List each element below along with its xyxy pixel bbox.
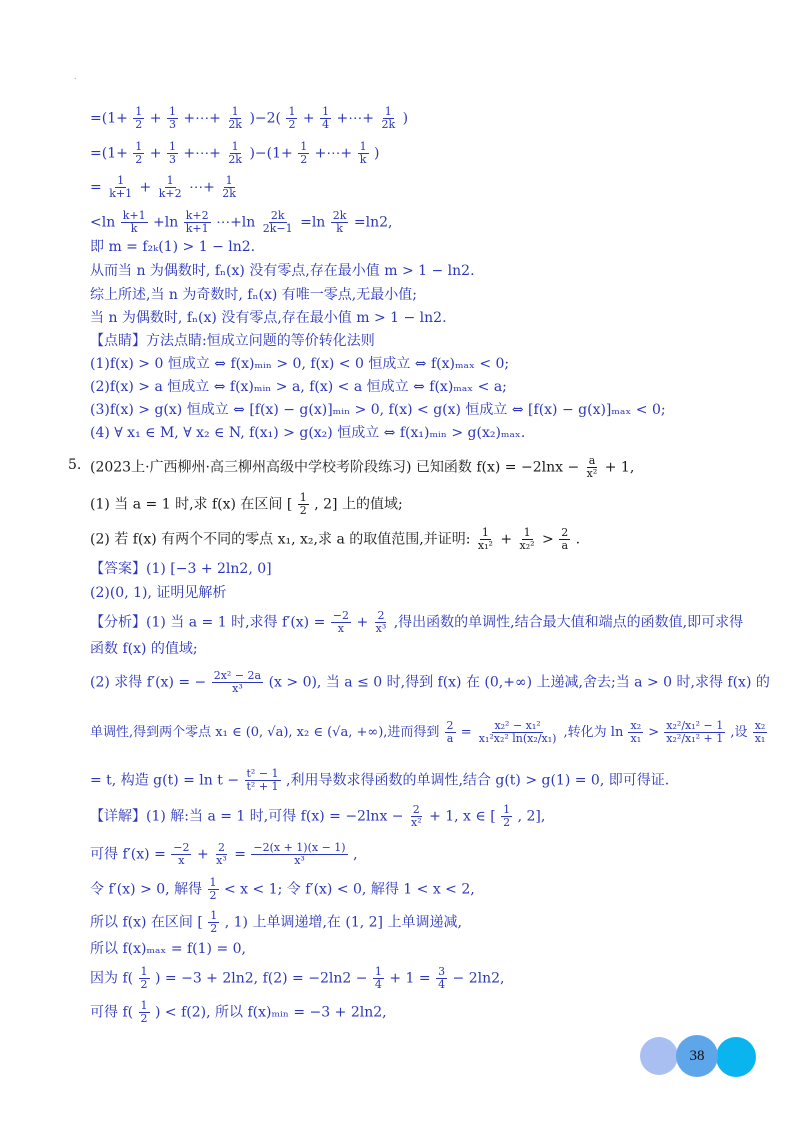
- text: (1) 当 a = 1 时,求 f(x) 在区间 [: [90, 496, 293, 513]
- rule-4: (4) ∀ x₁ ∈ M, ∀ x₂ ∈ N, f(x₁) > g(x₂) 恒成立 ⇔ f(x₁)ₘᵢₙ > g(x₂)ₘₐₓ.: [90, 425, 526, 441]
- fraction: $\frac{1}{2}$: [140, 965, 148, 991]
- detail-line-7: [90, 1000, 387, 1025]
- text: +: [149, 145, 162, 162]
- header-mark: .: [74, 72, 77, 81]
- rule-1: (1)f(x) > 0 恒成立 ⇔ f(x)ₘᵢₙ > 0, f(x) < 0 恒成立 ⇔ f(x)ₘₐₓ < 0;: [90, 356, 510, 372]
- text: >: [542, 531, 554, 548]
- fraction: $\frac{1}{2}$: [140, 999, 148, 1025]
- fraction: $\frac{\text{x₂² − x₁²}}{\text{x₁²x₂² ln(x₂/x₁)}}$: [478, 719, 557, 745]
- text: +: [196, 846, 209, 863]
- text: 令 f′(x) > 0, 解得: [90, 881, 203, 898]
- detail-line-6: [90, 966, 504, 991]
- derivation-line-3: [90, 175, 239, 200]
- fraction: $\frac{1}{2k}$: [228, 140, 242, 166]
- text: (x > 0), 当 a ≤ 0 时,得到 f(x) 在 (0,+∞) 上递减,舍去;当 a > 0 时,求得 f(x) 的: [268, 674, 770, 691]
- question-stem: [90, 455, 634, 480]
- text: =(1+: [90, 145, 128, 162]
- fraction: $\frac{a}{\text{x²}}$: [586, 454, 598, 480]
- analysis-line-3: [90, 670, 770, 695]
- text: >: [648, 725, 660, 740]
- text: ) = −3 + 2ln2, f(2) = −2ln2 −: [155, 970, 368, 987]
- fraction: $\frac{1}{2}$: [210, 909, 218, 935]
- fraction: $\frac{1}{3}$: [168, 140, 176, 166]
- text: , 2] 上的值域;: [314, 496, 403, 513]
- text: 单调性,得到两个零点 x₁ ∈ (0, √a), x₂ ∈ (√a, +∞),进而得到: [90, 725, 440, 740]
- text: =(1+: [90, 110, 128, 127]
- text: 因为 f(: [90, 970, 134, 987]
- text: =ln: [300, 214, 326, 231]
- badge-circle-right: [716, 1037, 756, 1077]
- text: +: [302, 110, 315, 127]
- text: +: [356, 614, 369, 631]
- fraction: $\frac{-2}{x}$: [173, 841, 190, 867]
- answer-1: 【答案】(1) [−3 + 2ln2, 0]: [90, 561, 272, 577]
- text: +: [500, 531, 513, 548]
- text: + 1, x ∈ [: [429, 808, 496, 825]
- text-line-6: 从而当 n 为偶数时, fₙ(x) 没有零点,存在最小值 m > 1 − ln2.: [90, 263, 475, 279]
- fraction: $\frac{k+2}{k+1}$: [185, 209, 209, 235]
- fraction: $\frac{2}{\text{x³}}$: [216, 841, 227, 867]
- fraction: $\frac{1}{2}$: [135, 105, 143, 131]
- detail-line-2: [90, 842, 358, 867]
- fraction: $\frac{1}{4}$: [374, 965, 382, 991]
- text: (2) 若 f(x) 有两个不同的零点 x₁, x₂,求 a 的取值范围,并证明:: [90, 531, 471, 548]
- text: (2) 求得 f′(x) = −: [90, 674, 207, 691]
- text: − 2ln2,: [452, 970, 505, 987]
- text: =: [234, 846, 246, 863]
- text: ,: [353, 846, 358, 863]
- text: , 1) 上单调递增,在 (1, 2] 上单调递减,: [224, 914, 462, 931]
- text: =: [90, 179, 102, 196]
- text: )−(1+: [249, 145, 293, 162]
- fraction: $\frac{1}{4}$: [322, 105, 330, 131]
- text-line-5: 即 m = f₂ₖ(1) > 1 − ln2.: [90, 239, 256, 255]
- text: =ln2,: [353, 214, 393, 231]
- analysis-line-4: [90, 720, 768, 745]
- answer-2: (2)(0, 1), 证明见解析: [90, 585, 227, 601]
- text: + 1,: [604, 459, 635, 476]
- rule-2: (2)f(x) > a 恒成立 ⇔ f(x)ₘᵢₙ > a, f(x) < a 恒成立 ⇔ f(x)ₘₐₓ < a;: [90, 379, 507, 395]
- fraction: $\frac{2}{a}$: [446, 719, 454, 745]
- text: 所以 f(x) 在区间 [: [90, 914, 203, 931]
- tip-heading: 【点睛】方法点睛:恒成立问题的等价转化法则: [90, 333, 375, 349]
- text: ,利用导数求得函数的单调性,结合 g(t) > g(1) = 0, 即可得证.: [286, 772, 670, 789]
- fraction: $\frac{1}{2}$: [135, 140, 143, 166]
- text: ): [402, 110, 409, 127]
- analysis-line-1: [90, 610, 743, 635]
- fraction: $\frac{\text{x₂}}{\text{x₁}}$: [754, 719, 766, 745]
- analysis-line-5: [90, 768, 669, 793]
- text: , 2],: [517, 808, 546, 825]
- question-number: 5.: [68, 457, 82, 473]
- text: +⋯+: [183, 145, 221, 162]
- text: +: [139, 179, 152, 196]
- text: (2023上·广西柳州·高三柳州高级中学校考阶段练习) 已知函数 f(x) = −2lnx −: [90, 459, 580, 476]
- text: 【详解】(1) 解:当 a = 1 时,可得 f(x) = −2lnx −: [90, 808, 404, 825]
- derivation-line-2: [90, 141, 379, 166]
- text-line-8: 当 n 为偶数时, fₙ(x) 没有零点,存在最小值 m > 1 − ln2.: [90, 310, 447, 326]
- detail-line-3: [90, 877, 475, 902]
- text: 【分析】(1) 当 a = 1 时,求得 f′(x) =: [90, 614, 326, 631]
- fraction: $\frac{\text{x₂²/x₁² − 1}}{\text{x₂²/x₁² + 1}}$: [666, 719, 724, 745]
- fraction: $\frac{2k}{2k-1}$: [262, 209, 293, 235]
- derivation-line-1: [90, 106, 408, 131]
- fraction: $\frac{\text{t² − 1}}{\text{t² + 1}}$: [246, 767, 279, 793]
- fraction: $\frac{2}{\text{x²}}$: [410, 803, 422, 829]
- text: ): [374, 145, 380, 162]
- text: =: [460, 725, 472, 740]
- fraction: $\frac{1}{2}$: [299, 491, 307, 517]
- text: ,设: [730, 725, 748, 740]
- text: ,转化为 ln: [563, 725, 624, 740]
- fraction: $\frac{1}{\text{x₂²}}$: [519, 526, 535, 552]
- fraction: $\frac{k+1}{k}$: [122, 209, 146, 235]
- text: )−2(: [249, 110, 281, 127]
- fraction: $\frac{\text{x₂}}{\text{x₁}}$: [630, 719, 642, 745]
- text: 可得 f(: [90, 1004, 134, 1021]
- detail-line-5: 所以 f(x)ₘₐₓ = f(1) = 0,: [90, 941, 247, 957]
- fraction: $\frac{1}{3}$: [168, 105, 176, 131]
- fraction: $\frac{1}{2}$: [503, 803, 511, 829]
- question-part-1: [90, 492, 403, 517]
- rule-3: (3)f(x) > g(x) 恒成立 ⇔ [f(x) − g(x)]ₘᵢₙ > 0, f(x) < g(x) 恒成立 ⇔ [f(x) − g(x)]ₘₐₓ < 0;: [90, 402, 666, 418]
- text: +⋯+: [336, 110, 375, 127]
- text: < x < 1; 令 f′(x) < 0, 解得 1 < x < 2,: [223, 881, 475, 898]
- fraction: $\frac{\text{2x² − 2a}}{\text{x³}}$: [213, 669, 262, 695]
- text: ⋯+: [189, 179, 215, 196]
- text: ,得出函数的单调性,结合最大值和端点的函数值,即可求得: [393, 614, 744, 631]
- text: + 1 =: [389, 970, 431, 987]
- page-number-badge: [640, 1035, 758, 1077]
- text: ⋯+ln: [216, 214, 256, 231]
- text: +ln: [153, 214, 179, 231]
- text: +⋯+: [314, 145, 353, 162]
- detail-line-1: [90, 804, 545, 829]
- fraction: $\frac{1}{\text{x₁²}}$: [477, 526, 493, 552]
- analysis-line-2: 函数 f(x) 的值域;: [90, 641, 198, 657]
- text-line-7: 综上所述,当 n 为奇数时, fₙ(x) 有唯一零点,无最小值;: [90, 287, 417, 303]
- fraction: $\frac{2k}{k}$: [332, 209, 347, 235]
- page-number: 38: [689, 1048, 705, 1064]
- fraction: $\frac{1}{2k}$: [228, 105, 242, 131]
- badge-circle-left: [640, 1037, 678, 1075]
- question-part-2: [90, 527, 580, 552]
- derivation-line-4: [90, 210, 393, 235]
- text: +⋯+: [183, 110, 221, 127]
- text: <ln: [90, 214, 116, 231]
- fraction: $\frac{1}{k+1}$: [109, 174, 133, 200]
- fraction: $\frac{1}{2k}$: [381, 105, 396, 131]
- text: +: [149, 110, 162, 127]
- fraction: $\frac{1}{k+2}$: [158, 174, 182, 200]
- fraction: $\frac{1}{2k}$: [222, 174, 236, 200]
- text: .: [575, 531, 581, 548]
- fraction: $\frac{1}{2}$: [288, 105, 296, 131]
- text: ) < f(2), 所以 f(x)ₘᵢₙ = −3 + 2ln2,: [155, 1004, 387, 1021]
- detail-line-4: [90, 910, 462, 935]
- fraction: $\frac{2}{a}$: [561, 526, 569, 552]
- fraction: $\frac{1}{2}$: [209, 876, 217, 902]
- fraction: $\frac{2}{\text{x³}}$: [375, 609, 387, 635]
- text: 可得 f′(x) =: [90, 846, 166, 863]
- text: = t, 构造 g(t) = ln t −: [90, 772, 240, 789]
- fraction: $\frac{-2}{x}$: [332, 609, 349, 635]
- fraction: $\frac{1}{2}$: [300, 140, 308, 166]
- fraction: $\frac{-2(x + 1)(x - 1)}{\text{x³}}$: [253, 841, 346, 867]
- fraction: $\frac{3}{4}$: [438, 965, 446, 991]
- fraction: $\frac{1}{k}$: [359, 140, 367, 166]
